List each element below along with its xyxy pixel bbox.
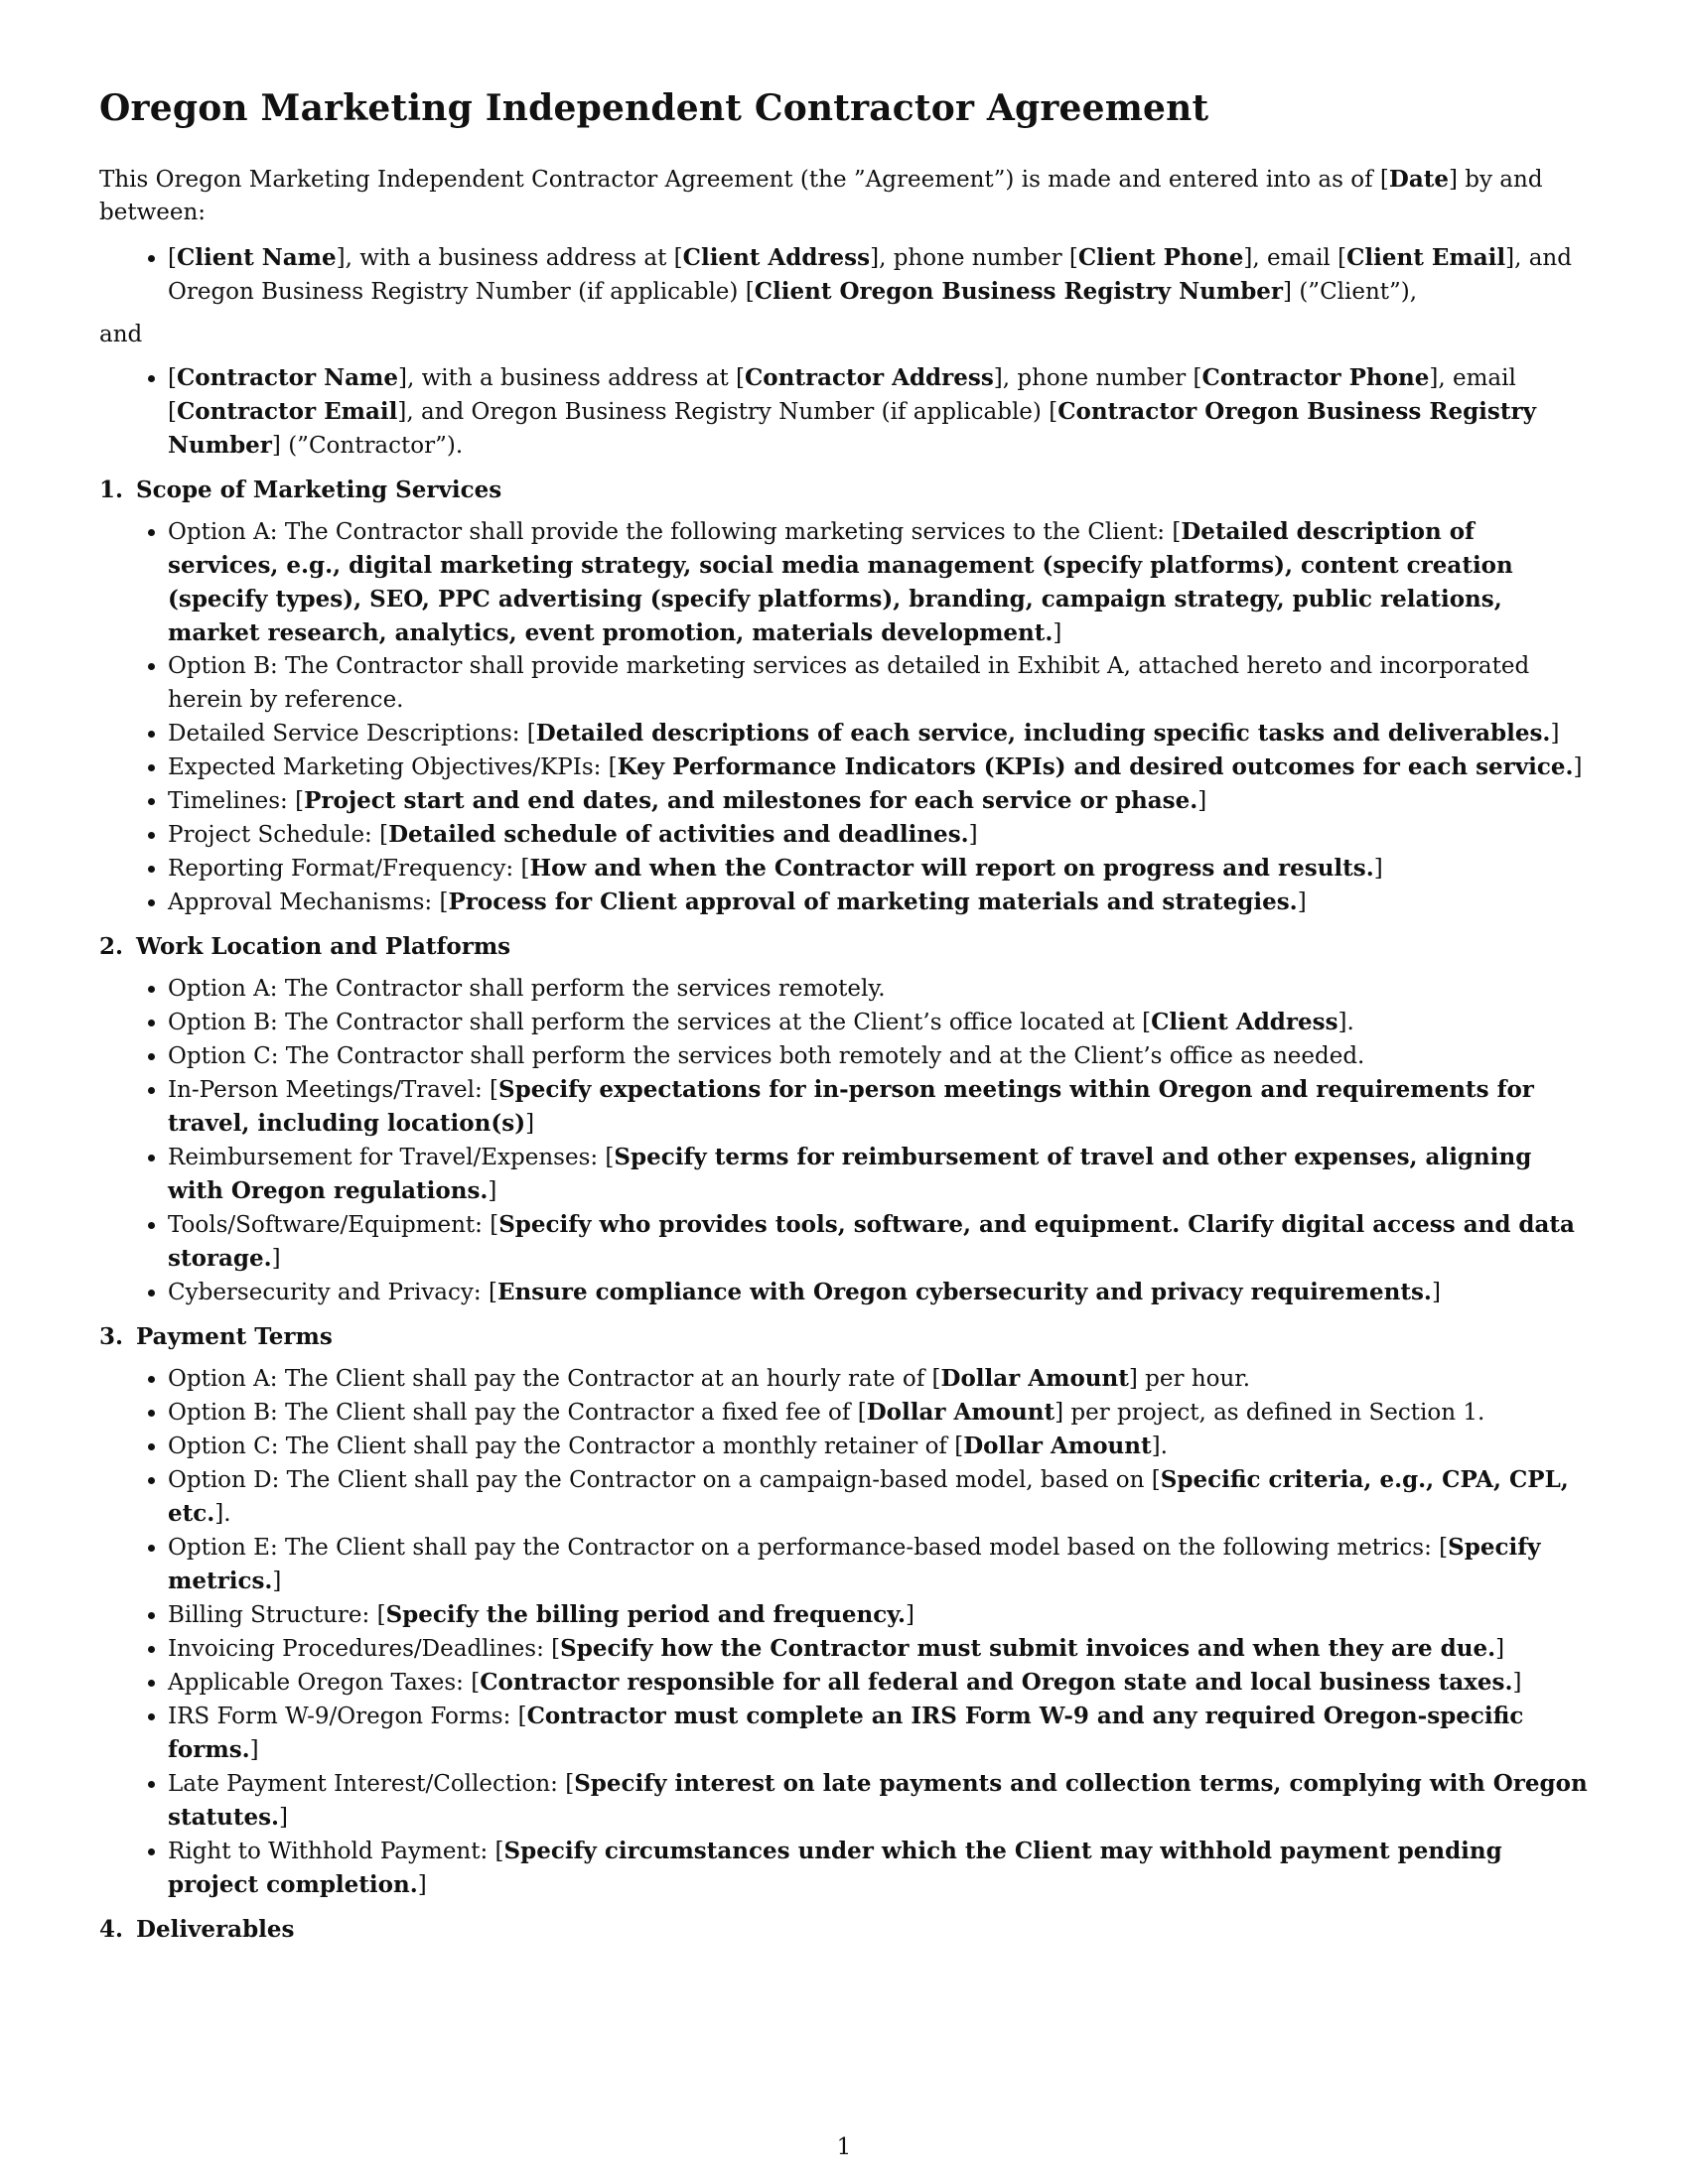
list-item: • Late Payment Interest/Collection: [Specify interest on late payments and collection terms, complying with Oregon statutes.] [168,1767,1589,1835]
list-item: • Right to Withhold Payment: [Specify circumstances under which the Client may withhold payment pending project completion.] [168,1835,1589,1902]
list-item: • Option E: The Client shall pay the Contractor on a performance-based model based on the following metrics: [Specify metrics.] [168,1531,1589,1598]
section-title: Deliverables [136,1916,295,1943]
and-connector: and [99,322,143,347]
list-item: • Option B: The Contractor shall perform the services at the Client’s office located at [Client Address]. [168,1006,1589,1039]
section-number: 4. [99,1916,124,1943]
section-number: 3. [99,1323,124,1350]
section-number: 2. [99,933,124,960]
section-list [99,1362,1589,1902]
list-item: • Invoicing Procedures/Deadlines: [Specify how the Contractor must submit invoices and when they are due.] [168,1632,1589,1666]
sections-container [99,477,1589,1943]
section-heading [99,1323,1589,1350]
section-heading [99,933,1589,960]
list-item: • Timelines: [Project start and end dates, and milestones for each service or phase.] [168,784,1589,818]
list-item: • Option A: The Client shall pay the Contractor at an hourly rate of [Dollar Amount] per hour. [168,1362,1589,1396]
list-item: • IRS Form W-9/Oregon Forms: [Contractor must complete an IRS Form W-9 and any required Oregon-specific forms.] [168,1700,1589,1767]
list-item: • Billing Structure: [Specify the billing period and frequency.] [168,1598,1589,1632]
list-item: • Option A: The Contractor shall provide the following marketing services to the Client: [Detailed description of services, e.g., digital marketing strategy, social media management (specify platforms), content creation (specify types), SEO, PPC advertising (specify platforms), branding, campaign strategy, public relations, market research, analytics, event promotion, materials development.] [168,515,1589,650]
page-number: 1 [836,2134,852,2160]
list-item: • Option D: The Client shall pay the Contractor on a campaign-based model, based on [Specific criteria, e.g., CPA, CPL, etc.]. [168,1463,1589,1531]
list-item: • Project Schedule: [Detailed schedule of activities and deadlines.] [168,818,1589,852]
section-heading [99,477,1589,503]
section-list [99,972,1589,1309]
contractor-party-item: • [Contractor Name], with a business address at [Contractor Address], phone number [Contractor Phone], email [Contractor Email], and Oregon Business Registry Number (if applicable) [Contractor Oregon Business Registry Number] (”Contractor”). [168,361,1589,463]
list-item: • Option C: The Client shall pay the Contractor a monthly retainer of [Dollar Amount]. [168,1430,1589,1463]
list-item: • Cybersecurity and Privacy: [Ensure compliance with Oregon cybersecurity and privacy requirements.] [168,1276,1589,1309]
list-item: • Approval Mechanisms: [Process for Client approval of marketing materials and strategies.] [168,886,1589,919]
intro-paragraph: This Oregon Marketing Independent Contractor Agreement (the ”Agreement”) is made and entered into as of [Date] by and between: [99,166,1543,225]
list-item: • Reporting Format/Frequency: [How and when the Contractor will report on progress and results.] [168,852,1589,886]
client-list [99,241,1589,309]
list-item: • Option B: The Client shall pay the Contractor a fixed fee of [Dollar Amount] per project, as defined in Section 1. [168,1396,1589,1430]
section-number: 1. [99,477,124,503]
list-item: • In-Person Meetings/Travel: [Specify expectations for in-person meetings within Oregon and requirements for travel, including location(s)] [168,1073,1589,1141]
list-item: • Expected Marketing Objectives/KPIs: [Key Performance Indicators (KPIs) and desired outcomes for each service.] [168,751,1589,784]
list-item: • Option A: The Contractor shall perform the services remotely. [168,972,1589,1006]
list-item: • Applicable Oregon Taxes: [Contractor responsible for all federal and Oregon state and local business taxes.] [168,1666,1589,1700]
document-title: Oregon Marketing Independent Contractor Agreement [99,87,1209,129]
client-party-item: • [Client Name], with a business address at [Client Address], phone number [Client Phone], email [Client Email], and Oregon Business Registry Number (if applicable) [Client Oregon Business Registry Number] (”Client”), [168,241,1589,309]
section-title: Scope of Marketing Services [136,477,502,503]
section-list [99,515,1589,919]
section-title: Payment Terms [136,1323,333,1350]
list-item: • Option C: The Contractor shall perform the services both remotely and at the Client’s office as needed. [168,1039,1589,1073]
list-item: • Detailed Service Descriptions: [Detailed descriptions of each service, including specific tasks and deliverables.] [168,717,1589,751]
document-page [99,87,1589,1955]
section-heading [99,1916,1589,1943]
list-item: • Tools/Software/Equipment: [Specify who provides tools, software, and equipment. Clarify digital access and data storage.] [168,1208,1589,1276]
contractor-list [99,361,1589,463]
section-title: Work Location and Platforms [136,933,511,960]
list-item: • Reimbursement for Travel/Expenses: [Specify terms for reimbursement of travel and other expenses, aligning with Oregon regulations.] [168,1141,1589,1208]
list-item: • Option B: The Contractor shall provide marketing services as detailed in Exhibit A, attached hereto and incorporated herein by reference. [168,650,1589,717]
